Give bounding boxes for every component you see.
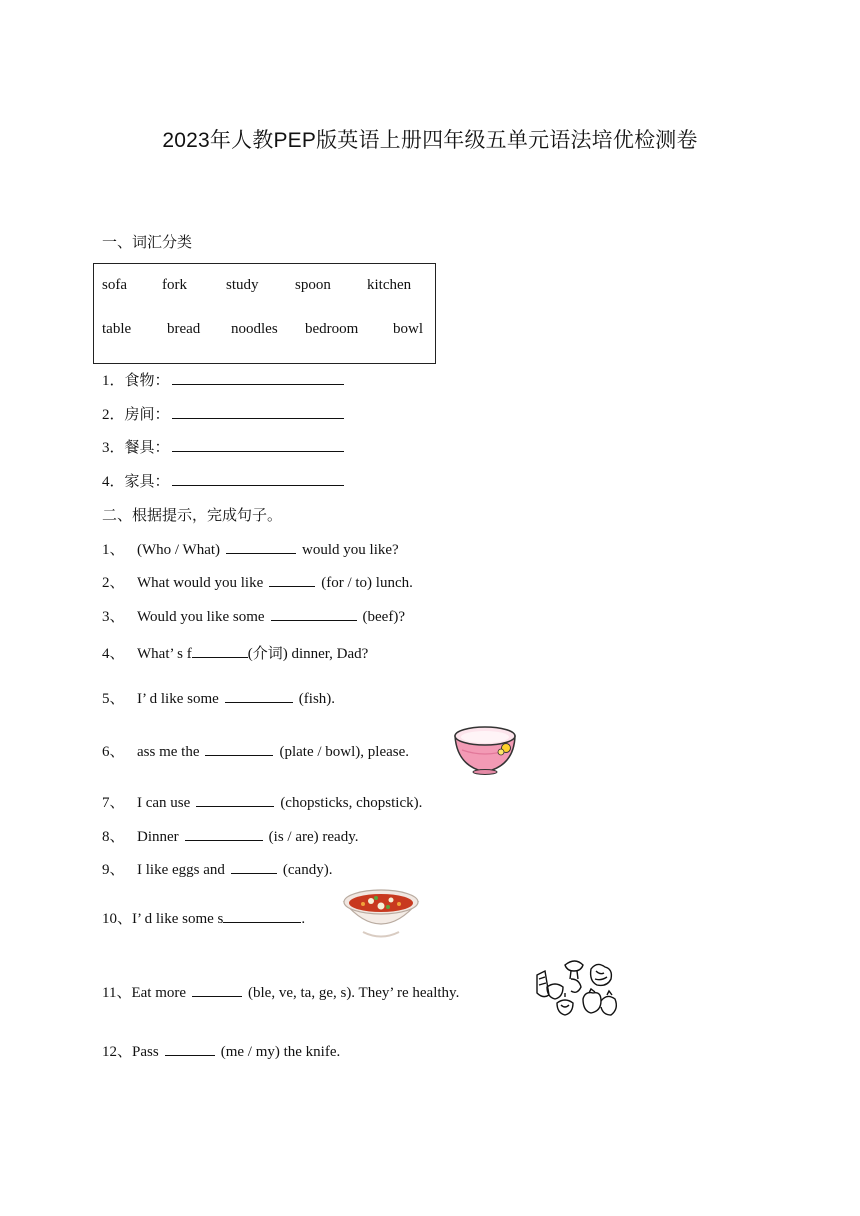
category-line xyxy=(102,470,344,491)
question-text: What’ s f xyxy=(137,646,192,662)
answer-blank[interactable] xyxy=(223,908,301,923)
question-line xyxy=(102,740,409,761)
answer-blank[interactable] xyxy=(185,826,263,841)
category-label: 家具： xyxy=(124,474,170,490)
question-text: Would you like some xyxy=(137,609,265,625)
soup-bowl-icon xyxy=(341,886,421,944)
question-text: (me / my) the knife. xyxy=(220,1044,341,1060)
word-item: bedroom xyxy=(305,321,359,337)
answer-blank[interactable] xyxy=(231,859,277,874)
category-label: 食物： xyxy=(124,373,170,389)
word-bank-box xyxy=(93,263,436,364)
question-line xyxy=(102,907,305,928)
question-text: I’ d like some s xyxy=(132,911,224,927)
question-text: (fish). xyxy=(298,691,336,707)
question-text: (plate / bowl), please. xyxy=(279,744,410,760)
category-number: 1． xyxy=(102,373,125,389)
section-1-heading: 一、词汇分类 xyxy=(102,235,193,251)
word-item: bowl xyxy=(393,321,423,337)
pink-bowl-icon xyxy=(452,722,518,776)
category-label: 餐具： xyxy=(124,440,170,456)
section-2-heading: 二、根据提示，完成句子。 xyxy=(102,508,283,524)
answer-blank[interactable] xyxy=(192,643,248,658)
question-text: I like eggs and xyxy=(137,862,225,878)
word-item: study xyxy=(226,277,259,293)
question-text: (candy). xyxy=(282,862,333,878)
answer-blank[interactable] xyxy=(269,572,315,587)
answer-blank[interactable] xyxy=(172,369,344,385)
question-number: 3、 xyxy=(102,609,125,625)
answer-blank[interactable] xyxy=(172,470,344,486)
category-number: 3． xyxy=(102,440,125,456)
answer-blank[interactable] xyxy=(172,436,344,452)
question-text: Pass xyxy=(132,1044,159,1060)
question-text: (Who / What) xyxy=(137,542,221,558)
question-number: 7、 xyxy=(102,795,125,811)
question-number: 6、 xyxy=(102,744,125,760)
answer-blank[interactable] xyxy=(172,403,344,419)
word-item: table xyxy=(102,321,132,337)
category-number: 2． xyxy=(102,407,125,423)
question-number: 4、 xyxy=(102,646,125,662)
question-line xyxy=(102,981,459,1002)
question-line xyxy=(102,605,405,626)
question-line xyxy=(102,538,399,559)
word-item: bread xyxy=(167,321,201,337)
answer-blank[interactable] xyxy=(192,982,242,997)
question-text: . xyxy=(301,911,306,927)
question-number: 8、 xyxy=(102,829,125,845)
question-text: ass me the xyxy=(137,744,200,760)
question-number: 5、 xyxy=(102,691,125,707)
question-text: I’ d like some xyxy=(137,691,219,707)
question-line xyxy=(102,791,422,812)
question-line xyxy=(102,571,413,592)
category-label: 房间： xyxy=(124,407,170,423)
question-text: (is / are) ready. xyxy=(268,829,359,845)
question-line xyxy=(102,687,335,708)
question-number: 2、 xyxy=(102,575,125,591)
category-line xyxy=(102,369,344,390)
question-text: (beef)? xyxy=(362,609,405,625)
question-text: I can use xyxy=(137,795,191,811)
question-text: (ble, ve, ta, ge, s). They’ re healthy. xyxy=(248,985,460,1001)
word-item: noodles xyxy=(231,321,278,337)
question-line xyxy=(102,642,368,663)
word-item: sofa xyxy=(102,277,127,293)
category-line xyxy=(102,436,344,457)
question-number: 10、 xyxy=(102,911,133,927)
question-text: (介词) dinner, Dad? xyxy=(247,646,369,662)
answer-blank[interactable] xyxy=(205,741,273,756)
word-item: spoon xyxy=(295,277,331,293)
question-line xyxy=(102,858,332,879)
category-number: 4． xyxy=(102,474,125,490)
question-number: 1、 xyxy=(102,542,125,558)
category-line xyxy=(102,403,344,424)
answer-blank[interactable] xyxy=(196,792,274,807)
question-text: Eat more xyxy=(131,985,187,1001)
question-text: What would you like xyxy=(137,575,264,591)
word-item: fork xyxy=(162,277,187,293)
question-number: 9、 xyxy=(102,862,125,878)
question-line xyxy=(102,825,358,846)
answer-blank[interactable] xyxy=(225,688,293,703)
question-text: Dinner xyxy=(137,829,179,845)
question-text: (for / to) lunch. xyxy=(321,575,413,591)
question-number: 12、 xyxy=(102,1044,133,1060)
word-item: kitchen xyxy=(367,277,412,293)
question-line xyxy=(102,1040,340,1061)
question-text: (chopsticks, chopstick). xyxy=(280,795,423,811)
answer-blank[interactable] xyxy=(271,606,357,621)
question-number: 11、 xyxy=(102,985,132,1001)
vegetables-icon xyxy=(531,957,621,1023)
answer-blank[interactable] xyxy=(165,1041,215,1056)
question-text: would you like? xyxy=(302,542,399,558)
answer-blank[interactable] xyxy=(226,539,296,554)
page-title: 2023年人教PEP版英语上册四年级五单元语法培优检测卷 xyxy=(162,129,698,152)
